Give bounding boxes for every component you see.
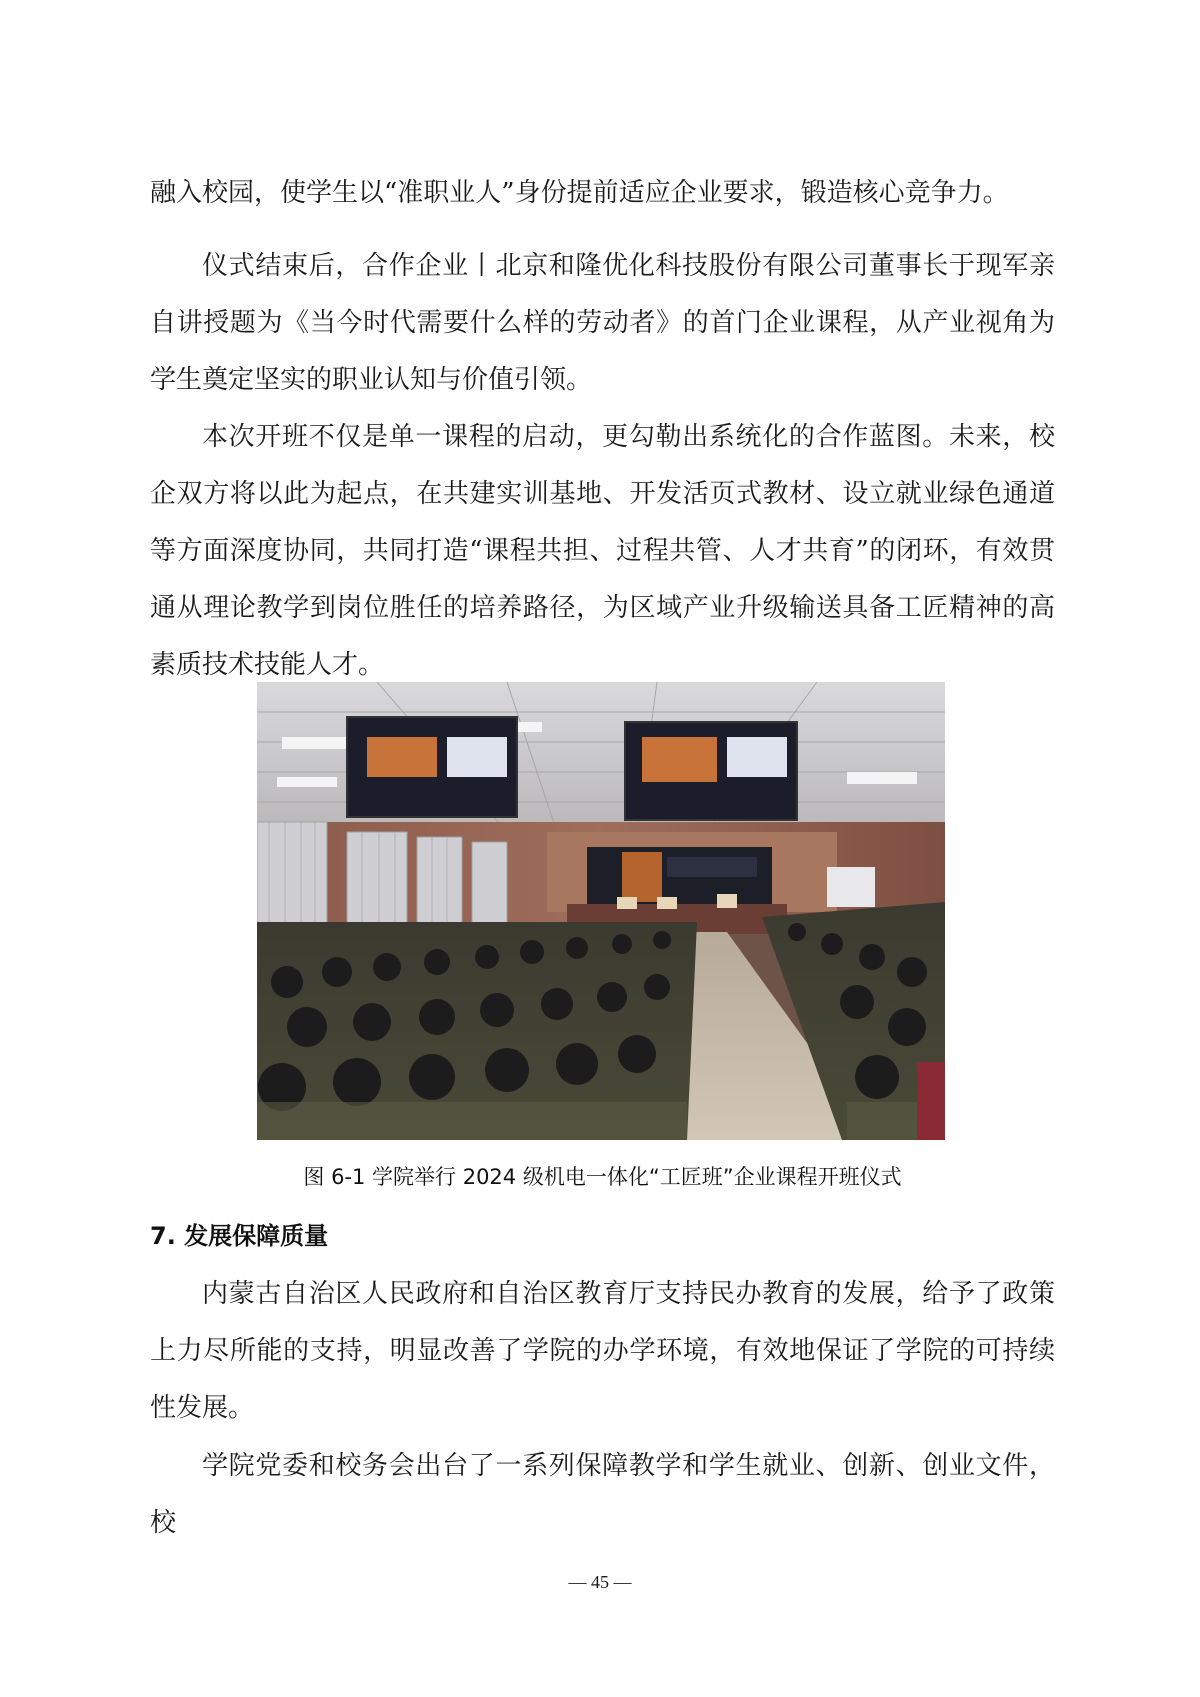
paragraph-continuation: 融入校园，使学生以“准职业人”身份提前适应企业要求，锻造核心竞争力。 [150,178,1009,208]
paragraph-ceremony-course: 仪式结束后，合作企业丨北京和隆优化科技股份有限公司董事长于现军亲自讲授题为《当今时代需要什么样的劳动者》的首门企业课程，从产业视角为学生奠定坚实的职业认知与价值引领。 [150,251,1055,395]
paragraph-party-committee: 学院党委和校务会出台了一系列保障教学和学生就业、创新、创业文件，校 [150,1451,1055,1538]
section-heading: 7. 发展保障质量 [150,1222,329,1250]
paragraph-government-support: 内蒙古自治区人民政府和自治区教育厅支持民办教育的发展，给予了政策上力尽所能的支持，明显改善了学院的办学环境，有效地保证了学院的可持续性发展。 [150,1279,1055,1423]
ceremony-photo [257,682,945,1140]
figure-caption: 图 6-1 学院举行 2024 级机电一体化“工匠班”企业课程开班仪式 [303,1165,902,1189]
page-number: — 45 — [568,1572,632,1592]
paragraph-cooperation-blueprint: 本次开班不仅是单一课程的启动，更勾勒出系统化的合作蓝图。未来，校企双方将以此为起点，在共建实训基地、开发活页式教材、设立就业绿色通道等方面深度协同，共同打造“课程共担、过程共管、人才共育”的闭环，有效贯通从理论教学到岗位胜任的培养路径，为区域产业升级输送具备工匠精神的高素质技术技能人才。 [150,422,1055,680]
